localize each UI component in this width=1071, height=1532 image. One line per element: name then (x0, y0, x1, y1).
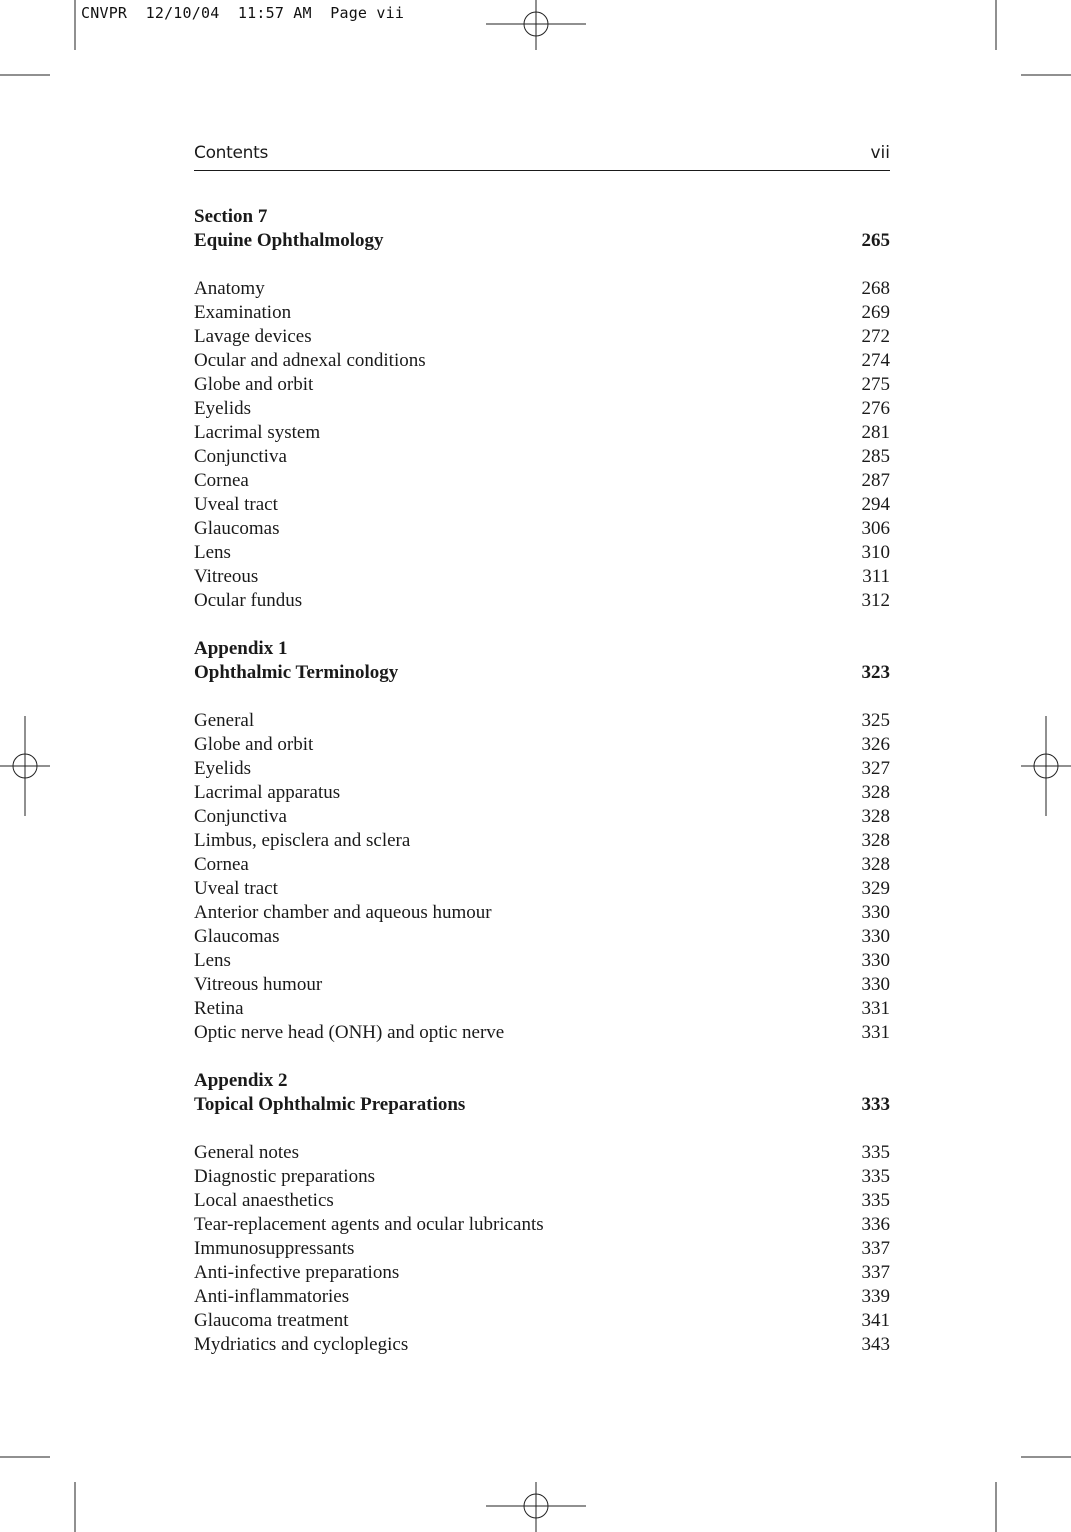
toc-entry-page-number: 336 (861, 1214, 890, 1235)
toc-entry-title: Ocular and adnexal conditions (194, 350, 426, 371)
toc-entry (194, 1141, 890, 1165)
toc-entry (194, 565, 890, 589)
table-of-contents (194, 205, 890, 1381)
toc-entry-title: Tear-replacement agents and ocular lubricants (194, 1214, 544, 1235)
toc-entry-title: Anatomy (194, 278, 265, 299)
toc-entry (194, 709, 890, 733)
toc-entry-page-number: 281 (861, 422, 890, 443)
toc-entry-title: Conjunctiva (194, 446, 287, 467)
toc-entry-page-number: 285 (861, 446, 890, 467)
toc-entry-page-number: 306 (861, 518, 890, 539)
toc-entry-page-number: 328 (861, 854, 890, 875)
section-heading (194, 1069, 890, 1117)
toc-entry-page-number: 326 (861, 734, 890, 755)
section-label: Appendix 1 (194, 638, 288, 659)
toc-entry-title: Lens (194, 950, 231, 971)
toc-entry (194, 757, 890, 781)
toc-entry-page-number: 269 (861, 302, 890, 323)
toc-section (194, 205, 890, 613)
toc-entry-title: Globe and orbit (194, 734, 314, 755)
toc-entry (194, 1189, 890, 1213)
toc-entry-title: Local anaesthetics (194, 1190, 334, 1211)
toc-entry-title: Glaucomas (194, 926, 280, 947)
toc-entry-title: Uveal tract (194, 878, 278, 899)
toc-entry-page-number: 329 (861, 878, 890, 899)
toc-entry-page-number: 310 (861, 542, 890, 563)
toc-entry-title: Lacrimal system (194, 422, 321, 443)
toc-section (194, 1069, 890, 1357)
section-heading (194, 637, 890, 685)
toc-entry (194, 517, 890, 541)
toc-entry (194, 1285, 890, 1309)
toc-entry-page-number: 328 (861, 806, 890, 827)
section-page-number: 333 (861, 1094, 890, 1115)
toc-entry-title: Lacrimal apparatus (194, 782, 341, 803)
toc-entry (194, 925, 890, 949)
toc-entry-page-number: 335 (861, 1142, 890, 1163)
running-head (194, 142, 890, 171)
toc-entry-page-number: 287 (861, 470, 890, 491)
running-head-title: Contents (194, 143, 269, 163)
toc-entry (194, 949, 890, 973)
toc-entry (194, 877, 890, 901)
toc-entry-title: Vitreous (194, 566, 259, 587)
registration-mark-right (1021, 716, 1071, 816)
toc-entry (194, 1237, 890, 1261)
toc-entry (194, 469, 890, 493)
printer-slug: CNVPR 12/10/04 11:57 AM Page vii (81, 4, 405, 22)
toc-entry-title: Eyelids (194, 398, 251, 419)
toc-entry-page-number: 328 (861, 830, 890, 851)
toc-entry-page-number: 272 (861, 326, 890, 347)
page-number: vii (870, 143, 890, 163)
registration-mark-bottom (486, 1482, 586, 1532)
toc-entry (194, 1309, 890, 1333)
toc-entry-page-number: 328 (861, 782, 890, 803)
toc-entry-title: Diagnostic preparations (194, 1166, 375, 1187)
toc-entry-title: Cornea (194, 470, 249, 491)
toc-entry-title: Anterior chamber and aqueous humour (194, 902, 492, 923)
registration-mark-left (0, 716, 50, 816)
toc-entry-title: Retina (194, 998, 244, 1019)
toc-section (194, 637, 890, 1045)
toc-entry (194, 1213, 890, 1237)
toc-entry-title: General (194, 710, 255, 731)
toc-entry (194, 973, 890, 997)
toc-entry (194, 589, 890, 613)
toc-entry-title: Optic nerve head (ONH) and optic nerve (194, 1022, 505, 1043)
toc-entry-title: Anti-inflammatories (194, 1286, 350, 1307)
toc-entry-page-number: 343 (861, 1334, 890, 1355)
toc-entry-title: Anti-infective preparations (194, 1262, 400, 1283)
toc-entry-title: Lavage devices (194, 326, 312, 347)
toc-entry (194, 325, 890, 349)
toc-entry (194, 781, 890, 805)
toc-entry-page-number: 331 (861, 1022, 890, 1043)
toc-entry (194, 397, 890, 421)
section-label: Appendix 2 (194, 1070, 288, 1091)
toc-entry (194, 997, 890, 1021)
toc-entry-page-number: 312 (861, 590, 890, 611)
toc-entry-title: Conjunctiva (194, 806, 287, 827)
toc-entry-title: Glaucomas (194, 518, 280, 539)
toc-entry-title: Uveal tract (194, 494, 278, 515)
section-page-number: 265 (861, 230, 890, 251)
section-label: Section 7 (194, 206, 268, 227)
toc-entry-page-number: 337 (861, 1262, 890, 1283)
toc-entry-page-number: 335 (861, 1190, 890, 1211)
toc-entry (194, 541, 890, 565)
toc-entry-page-number: 341 (861, 1310, 890, 1331)
toc-entry-page-number: 294 (861, 494, 890, 515)
registration-mark-top (486, 0, 586, 50)
toc-entry-page-number: 337 (861, 1238, 890, 1259)
toc-entry (194, 805, 890, 829)
toc-entry (194, 349, 890, 373)
toc-entry-page-number: 330 (861, 950, 890, 971)
toc-entry-title: Globe and orbit (194, 374, 314, 395)
toc-entry (194, 301, 890, 325)
toc-entry (194, 829, 890, 853)
toc-entry-page-number: 311 (862, 566, 890, 587)
toc-entry-title: Ocular fundus (194, 590, 303, 611)
toc-entry (194, 421, 890, 445)
toc-entry-page-number: 330 (861, 926, 890, 947)
toc-entry-title: Vitreous humour (194, 974, 323, 995)
toc-entry-page-number: 339 (861, 1286, 890, 1307)
toc-entry (194, 277, 890, 301)
toc-entry (194, 1261, 890, 1285)
toc-entry-title: Glaucoma treatment (194, 1310, 349, 1331)
toc-entry (194, 901, 890, 925)
toc-entry-title: Cornea (194, 854, 249, 875)
section-heading (194, 205, 890, 253)
toc-entry-title: Mydriatics and cycloplegics (194, 1334, 409, 1355)
toc-entry-page-number: 275 (861, 374, 890, 395)
toc-entry-title: Limbus, episclera and sclera (194, 830, 411, 851)
toc-entry-title: Examination (194, 302, 292, 323)
toc-entry-page-number: 330 (861, 974, 890, 995)
toc-entry-page-number: 335 (861, 1166, 890, 1187)
section-title: Topical Ophthalmic Preparations (194, 1094, 466, 1115)
toc-entry-page-number: 330 (861, 902, 890, 923)
toc-entry-page-number: 327 (861, 758, 890, 779)
toc-entry (194, 373, 890, 397)
toc-entry-page-number: 274 (861, 350, 890, 371)
toc-entry (194, 445, 890, 469)
toc-entry-title: General notes (194, 1142, 299, 1163)
toc-entry-title: Immunosuppressants (194, 1238, 355, 1259)
toc-entry (194, 1021, 890, 1045)
toc-entry (194, 493, 890, 517)
toc-entry (194, 733, 890, 757)
toc-entry-page-number: 276 (861, 398, 890, 419)
toc-entry (194, 853, 890, 877)
toc-entry-page-number: 325 (861, 710, 890, 731)
toc-entry-title: Eyelids (194, 758, 251, 779)
toc-entry-page-number: 268 (861, 278, 890, 299)
toc-entry-title: Lens (194, 542, 231, 563)
toc-entry (194, 1333, 890, 1357)
section-title: Ophthalmic Terminology (194, 662, 399, 683)
section-title: Equine Ophthalmology (194, 230, 384, 251)
toc-entry-page-number: 331 (861, 998, 890, 1019)
toc-entry (194, 1165, 890, 1189)
section-page-number: 323 (861, 662, 890, 683)
